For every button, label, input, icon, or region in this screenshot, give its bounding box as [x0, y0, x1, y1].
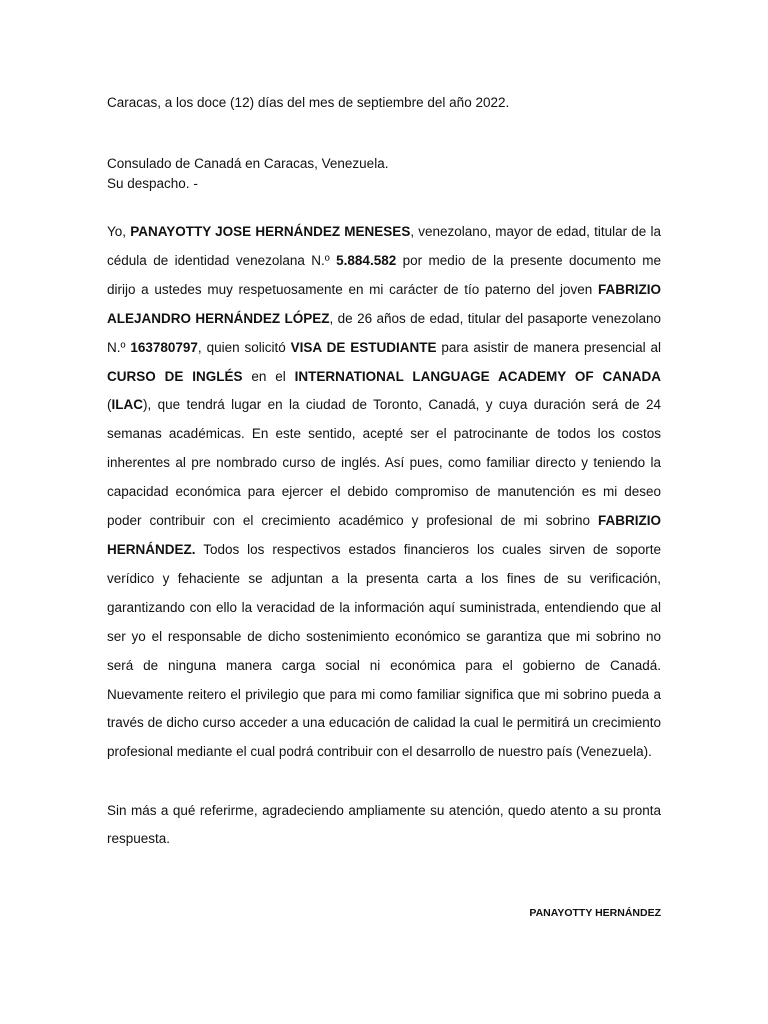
nephew-short-name: FABRIZIO HERNÁNDEZ. — [107, 513, 661, 557]
academy-name: INTERNATIONAL LANGUAGE ACADEMY OF CANADA — [294, 368, 661, 384]
passport-number: 163780797 — [130, 339, 198, 355]
closing-paragraph: Sin más a qué referirme, agradeciendo ampliamente su atención, quedo atento a su pronta respuesta. — [107, 803, 661, 846]
sponsor-full-name: PANAYOTTY JOSE HERNÁNDEZ MENESES — [130, 224, 411, 239]
salutation-line: Su despacho. - — [107, 176, 198, 191]
body-text: por medio de la presente documento me dirijo a ustedes muy respetuosamente en mi carácter de tío paterno del joven — [107, 252, 661, 297]
body-text: , quien solicitó — [197, 339, 291, 355]
recipient-block — [107, 154, 388, 194]
academy-acronym: ILAC — [111, 397, 143, 413]
body-text: ( — [107, 397, 112, 413]
body-text: , de 26 años de edad, titular del pasaporte venezolano N.º — [107, 310, 661, 355]
date-line: Caracas, a los doce (12) días del mes de septiembre del año 2022. — [107, 95, 510, 110]
signature-name: PANAYOTTY HERNÁNDEZ — [529, 907, 661, 919]
recipient-line: Consulado de Canadá en Caracas, Venezuela. — [107, 156, 389, 171]
body-text: Todos los respectivos estados financieros los cuales sirven de soporte verídico y fehaciente se adjuntan a la presenta carta a los fines de su verificación, garantizando con ello la veracidad de la información aquí suministrada, entendiendo que al ser yo el responsable de dicho sostenimiento económico se garantiza que mi sobrino no será de ninguna manera carga social ni económica para el gobierno de Canadá. Nuevamente reitero el privilegio que para mi como familiar significa que mi sobrino pueda a través de dicho curso acceder a una educación de calidad la cual le permitirá un crecimiento profesional mediante el cual podrá contribuir con el desarrollo de nuestro país (Venezuela). — [107, 541, 661, 760]
course-name: CURSO DE INGLÉS — [107, 368, 243, 384]
body-text: en el — [242, 368, 295, 384]
nephew-full-name: FABRIZIO ALEJANDRO HERNÁNDEZ LÓPEZ — [107, 281, 661, 326]
visa-type: VISA DE ESTUDIANTE — [290, 339, 437, 355]
body-text: Yo, — [107, 224, 131, 239]
letter-body-paragraph — [107, 218, 661, 767]
body-text: ), que tendrá lugar en la ciudad de Toronto, Canadá, y cuya duración será de 24 semanas académicas. En este sentido, acepté ser el patrocinante de todos los costos inherentes al pre nombrado curso de inglés. Así pues, como familiar directo y teniendo la capacidad económica para ejercer el debido compromiso de manutención es mi deseo poder contribuir con el crecimiento académico y profesional de mi sobrino — [107, 397, 661, 529]
body-text: para asistir de manera presencial al — [436, 339, 661, 355]
id-number: 5.884.582 — [336, 252, 397, 268]
body-text: , venezolano, mayor de edad, titular de la cédula de identidad venezolana N.º — [107, 224, 662, 268]
